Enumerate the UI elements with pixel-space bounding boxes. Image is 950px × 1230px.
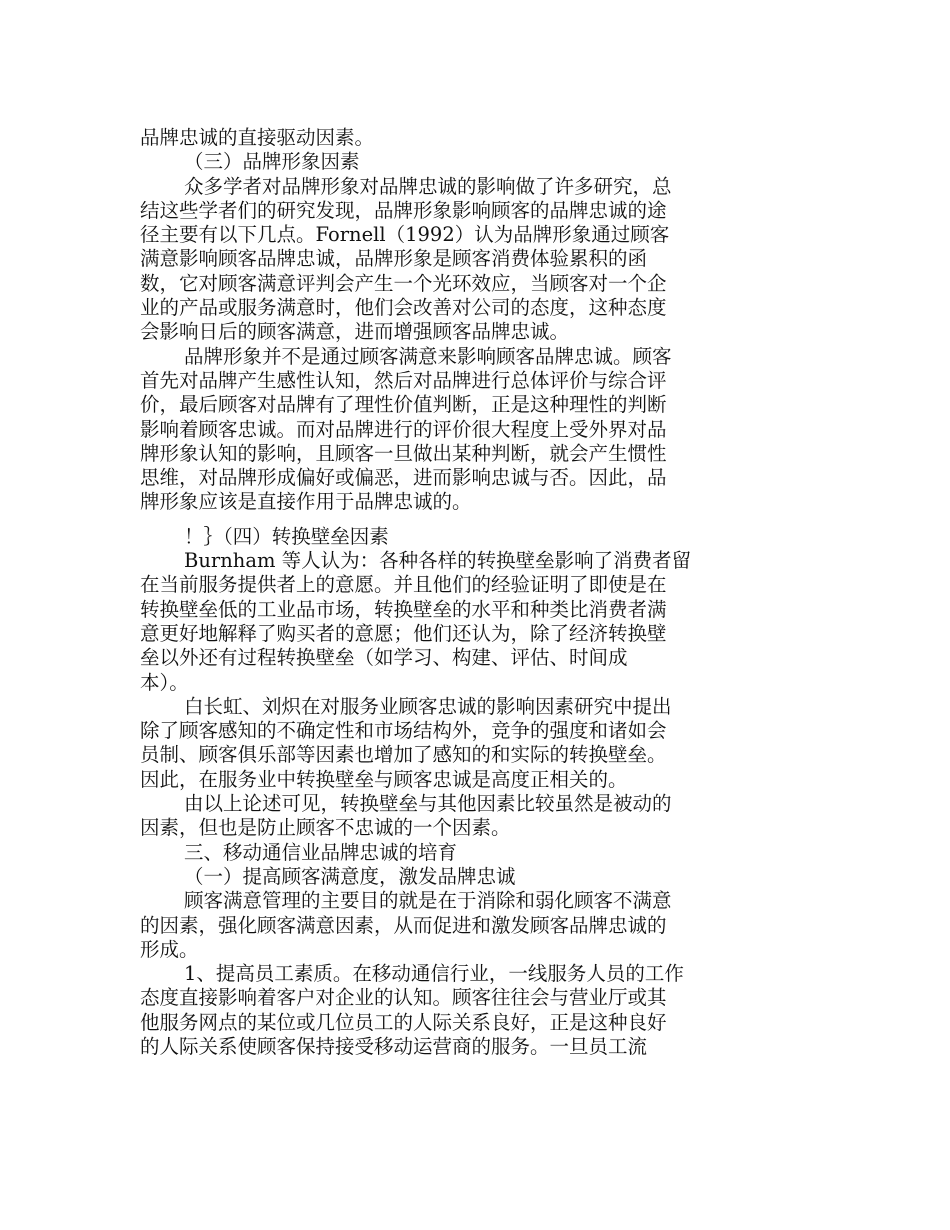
text-line: ！｝（四）转换壁垒因素 <box>184 524 389 548</box>
text-line: 三、移动通信业品牌忠诚的培育 <box>184 840 458 864</box>
text-line: Burnham 等人认为：各种各样的转换壁垒影响了消费者留 <box>184 549 692 573</box>
text-line: 的因素，强化顾客满意因素，从而促进和激发顾客品牌忠诚的 <box>140 913 667 937</box>
text-line: 1、提高员工素质。在移动通信行业，一线服务人员的工作 <box>184 962 684 986</box>
text-line: 因此，在服务业中转换壁垒与顾客忠诚是高度正相关的。 <box>140 767 628 791</box>
text-line: 牌形象应该是直接作用于品牌忠诚的。 <box>140 490 472 514</box>
text-line: 在当前服务提供者上的意愿。并且他们的经验证明了即使是在 <box>140 573 667 597</box>
text-line: 白长虹、刘炽在对服务业顾客忠诚的影响因素研究中提出 <box>184 694 672 718</box>
text-line: 员制、顾客俱乐部等因素也增加了感知的和实际的转换壁垒。 <box>140 743 667 767</box>
text-line: 满意影响顾客品牌忠诚，品牌形象是顾客消费体验累积的函 <box>140 247 648 271</box>
text-line: 径主要有以下几点。Fornell（1992）认为品牌形象通过顾客 <box>140 223 670 247</box>
text-line: 形成。 <box>140 937 199 961</box>
text-line: 本）。 <box>140 670 189 694</box>
text-line: 垒以外还有过程转换壁垒（如学习、构建、评估、时间成 <box>140 646 628 670</box>
text-line: 思维，对品牌形成偏好或偏恶，进而影响忠诚与否。因此，品 <box>140 466 667 490</box>
document-page <box>140 126 750 1059</box>
text-line: 除了顾客感知的不确定性和市场结构外，竞争的强度和诸如会 <box>140 719 667 743</box>
text-line: 转换壁垒低的工业品市场，转换壁垒的水平和种类比消费者满 <box>140 597 667 621</box>
text-line: 影响着顾客忠诚。而对品牌进行的评价很大程度上受外界对品 <box>140 417 667 441</box>
text-line: 因素，但也是防止顾客不忠诚的一个因素。 <box>140 816 511 840</box>
text-line: 的人际关系使顾客保持接受移动运营商的服务。一旦员工流 <box>140 1034 648 1058</box>
text-line: 牌形象认知的影响，且顾客一旦做出某种判断，就会产生惯性 <box>140 441 667 465</box>
paragraph-gap <box>140 515 750 525</box>
text-line: （一）提高顾客满意度，激发品牌忠诚 <box>184 864 516 888</box>
text-line: 会影响日后的顾客满意，进而增强顾客品牌忠诚。 <box>140 320 570 344</box>
text-line: （三）品牌形象因素 <box>184 150 360 174</box>
text-line: 他服务网点的某位或几位员工的人际关系良好，正是这种良好 <box>140 1010 667 1034</box>
text-line: 首先对品牌产生感性认知，然后对品牌进行总体评价与综合评 <box>140 368 667 392</box>
text-line: 结这些学者们的研究发现，品牌形象影响顾客的品牌忠诚的途 <box>140 198 667 222</box>
text-line: 品牌形象并不是通过顾客满意来影响顾客品牌忠诚。顾客 <box>184 344 672 368</box>
text-line: 数，它对顾客满意评判会产生一个光环效应，当顾客对一个企 <box>140 271 667 295</box>
text-line: 意更好地解释了购买者的意愿；他们还认为，除了经济转换壁 <box>140 621 667 645</box>
text-line: 业的产品或服务满意时，他们会改善对公司的态度，这种态度 <box>140 296 667 320</box>
text-line: 众多学者对品牌形象对品牌忠诚的影响做了许多研究，总 <box>184 174 672 198</box>
text-line: 态度直接影响着客户对企业的认知。顾客往往会与营业厅或其 <box>140 986 667 1010</box>
text-line: 价，最后顾客对品牌有了理性价值判断，正是这种理性的判断 <box>140 393 667 417</box>
text-line: 品牌忠诚的直接驱动因素。 <box>140 126 375 149</box>
text-line: 由以上论述可见，转换壁垒与其他因素比较虽然是被动的 <box>184 792 672 816</box>
text-line: 顾客满意管理的主要目的就是在于消除和弱化顾客不满意 <box>184 889 672 913</box>
